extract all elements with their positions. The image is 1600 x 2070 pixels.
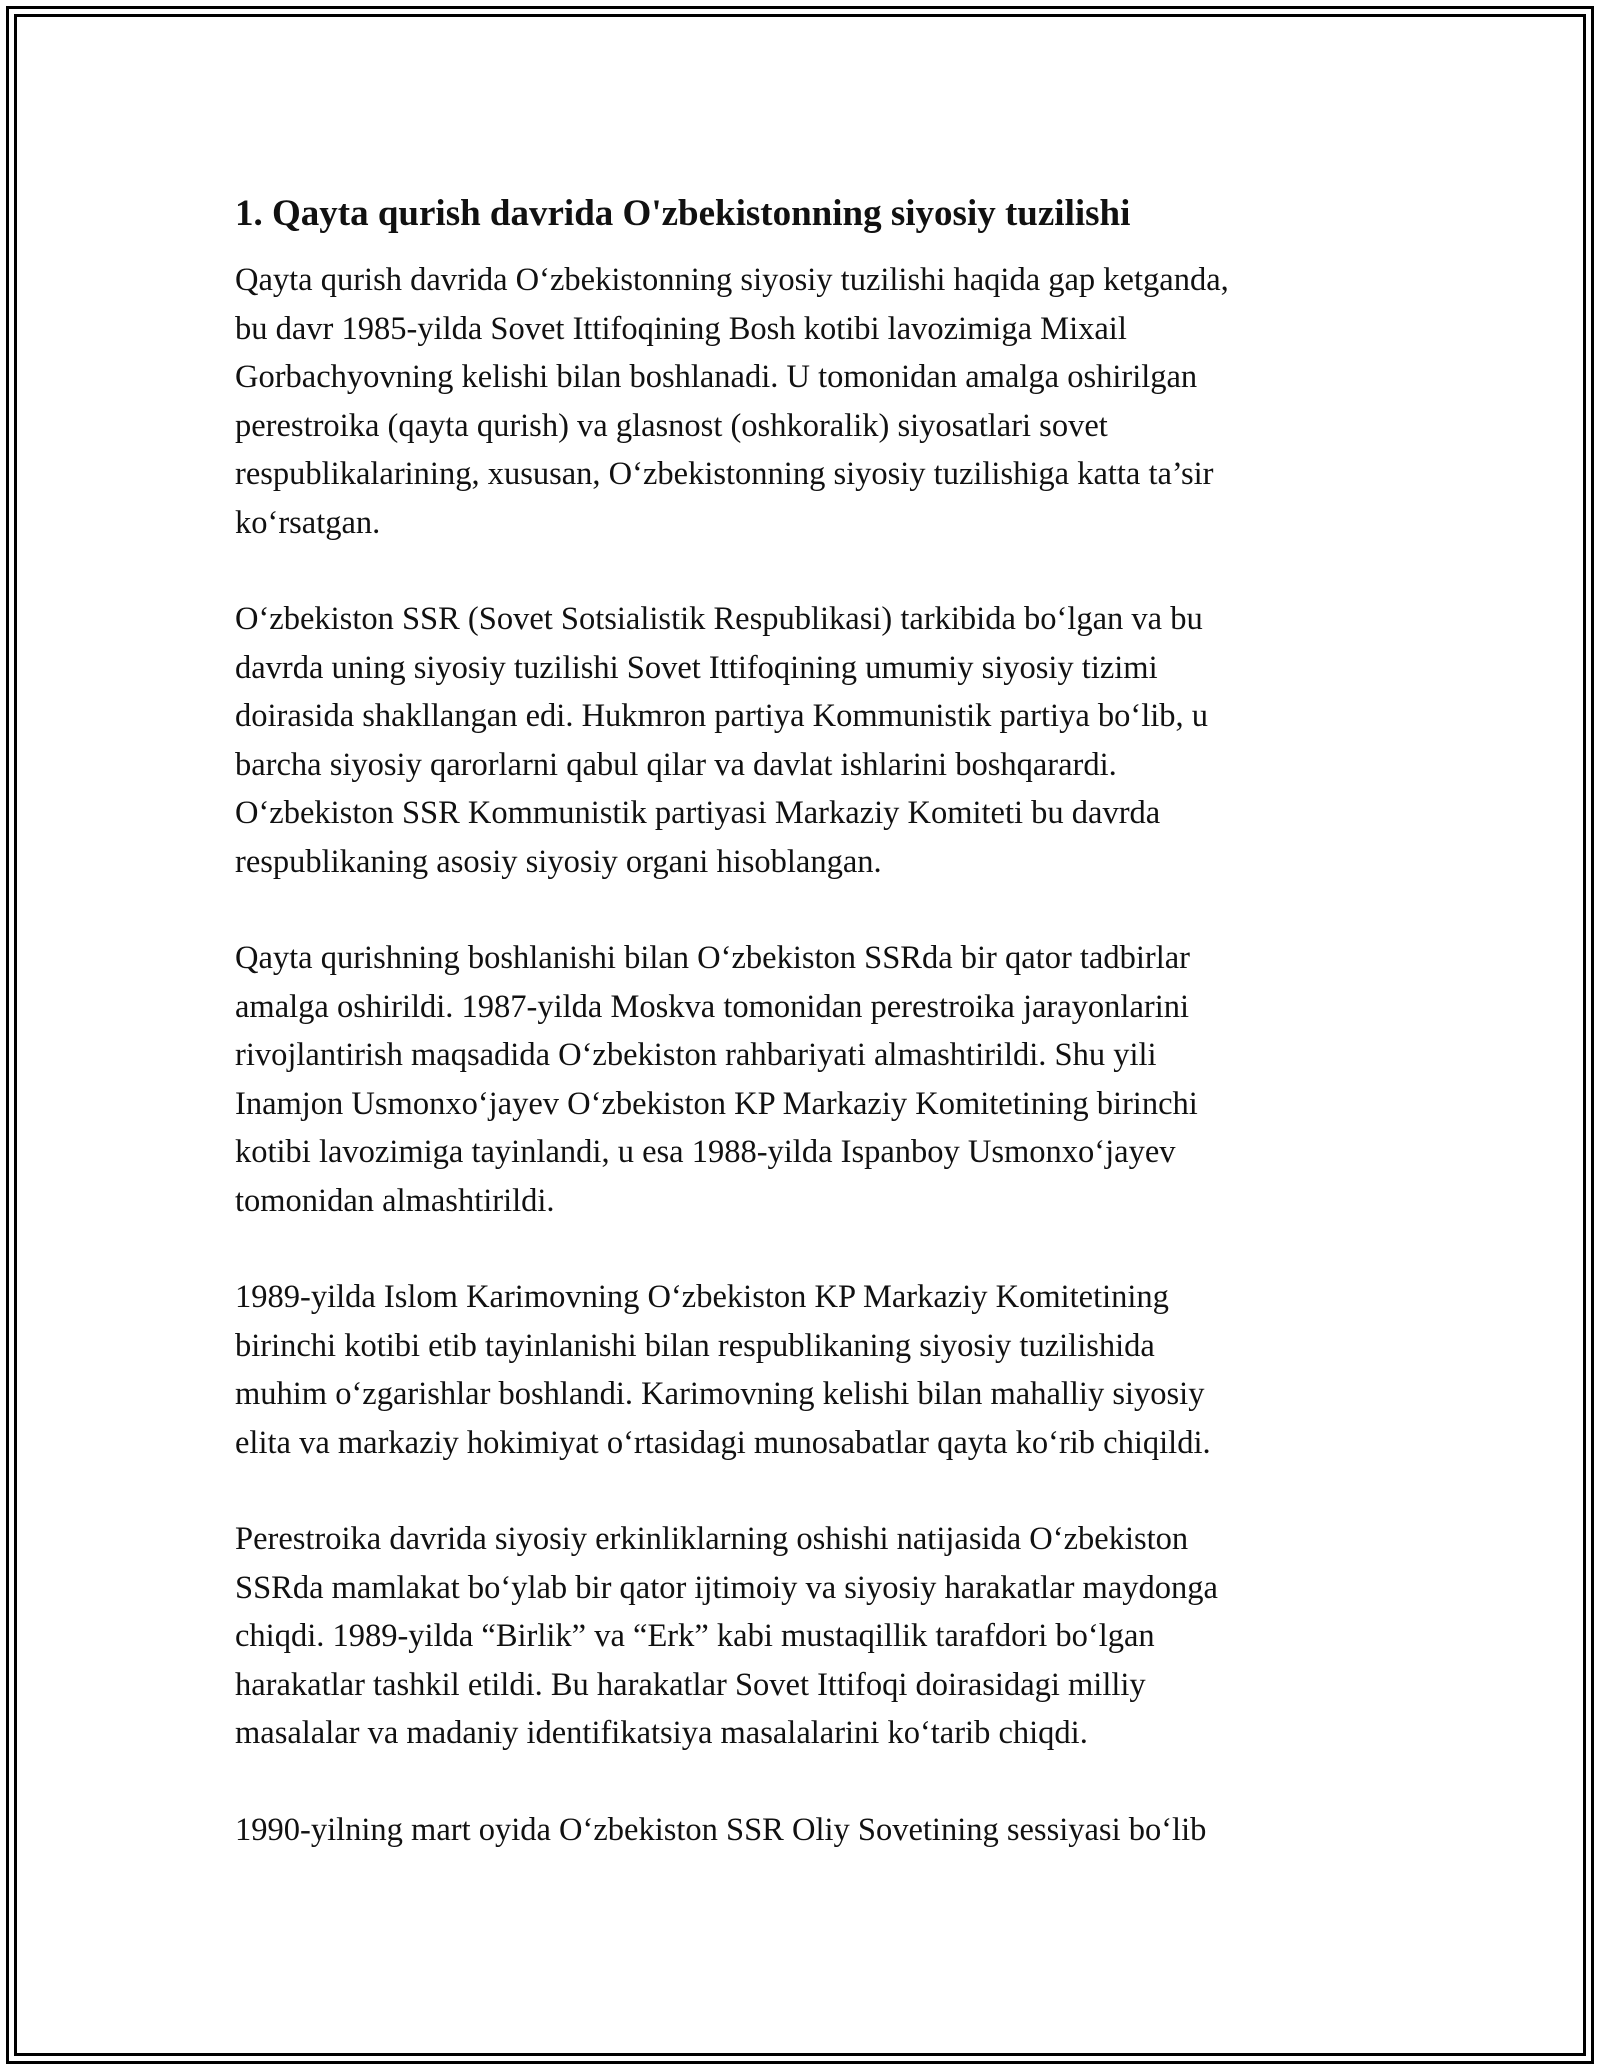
page-title: 1. Qayta qurish davrida O'zbekistonning siyosiy tuzilishi (235, 193, 1131, 234)
text-line: O‘zbekiston SSR Kommunistik partiyasi Markaziy Komiteti bu davrda (235, 795, 1161, 831)
paragraph-1 (235, 256, 1395, 547)
text-line: muhim o‘zgarishlar boshlandi. Karimovning kelishi bilan mahalliy siyosiy (235, 1376, 1205, 1412)
text-line: davrda uning siyosiy tuzilishi Sovet Ittifoqining umumiy siyosiy tizimi (235, 649, 1158, 686)
text-line: Qayta qurish davrida O‘zbekistonning siyosiy tuzilishi haqida gap ketganda, (235, 262, 1229, 298)
text-line: birinchi kotibi etib tayinlanishi bilan respublikaning siyosiy tuzilishida (235, 1327, 1155, 1364)
text-line: 1990-yilning mart oyida O‘zbekiston SSR Oliy Sovetining sessiyasi bo‘lib (235, 1811, 1207, 1848)
text-line: barcha siyosiy qarorlarni qabul qilar va davlat ishlarini boshqarardi. (235, 746, 1117, 783)
text-line: rivojlantirish maqsadida O‘zbekiston rahbariyati almashtirildi. Shu yili (235, 1037, 1157, 1073)
text-line: Inamjon Usmonxo‘jayev O‘zbekiston KP Markaziy Komitetining birinchi (235, 1085, 1198, 1122)
text-line: doirasida shakllangan edi. Hukmron partiya Kommunistik partiya bo‘lib, u (235, 698, 1209, 734)
text-line: O‘zbekiston SSR (Sovet Sotsialistik Respublikasi) tarkibida bo‘lgan va bu (235, 601, 1203, 637)
paragraph-5 (235, 1515, 1395, 1758)
text-line: SSRda mamlakat bo‘ylab bir qator ijtimoiy va siyosiy harakatlar maydonga (235, 1569, 1218, 1606)
text-line: amalga oshirildi. 1987-yilda Moskva tomonidan perestroika jarayonlarini (235, 988, 1190, 1025)
text-line: kotibi lavozimiga tayinlandi, u esa 1988-yilda Ispanboy Usmonxo‘jayev (235, 1134, 1176, 1170)
text-line: elita va markaziy hokimiyat o‘rtasidagi munosabatlar qayta ko‘rib chiqildi. (235, 1424, 1211, 1461)
text-line: Perestroika davrida siyosiy erkinliklarning oshishi natijasida O‘zbekiston (235, 1521, 1189, 1557)
text-line: Gorbachyovning kelishi bilan boshlanadi. U tomonidan amalga oshirilgan (235, 359, 1198, 395)
paragraph-6 (235, 1806, 1395, 1855)
text-line: perestroika (qayta qurish) va glasnost (oshkoralik) siyosatlari sovet (235, 407, 1108, 444)
paragraph-4 (235, 1273, 1395, 1467)
text-line: Qayta qurishning boshlanishi bilan O‘zbekiston SSRda bir qator tadbirlar (235, 940, 1190, 976)
text-line: harakatlar tashkil etildi. Bu harakatlar Sovet Ittifoqi doirasidagi milliy (235, 1666, 1146, 1703)
text-line: tomonidan almashtirildi. (235, 1182, 555, 1219)
paragraph-3 (235, 934, 1395, 1225)
text-line: 1989-yilda Islom Karimovning O‘zbekiston KP Markaziy Komitetining (235, 1279, 1169, 1315)
text-line: bu davr 1985-yilda Sovet Ittifoqining Bosh kotibi lavozimiga Mixail (235, 310, 1127, 347)
text-line: masalalar va madaniy identifikatsiya masalalarini ko‘tarib chiqdi. (235, 1715, 1088, 1751)
text-line: ko‘rsatgan. (235, 504, 381, 541)
paragraph-2 (235, 595, 1395, 886)
text-line: chiqdi. 1989-yilda “Birlik” va “Erk” kabi mustaqillik tarafdori bo‘lgan (235, 1618, 1155, 1654)
text-line: respublikalarining, xususan, O‘zbekistonning siyosiy tuzilishiga katta ta’sir (235, 456, 1214, 492)
document-body (235, 186, 1395, 1902)
text-line: respublikaning asosiy siyosiy organi hisoblangan. (235, 843, 882, 880)
